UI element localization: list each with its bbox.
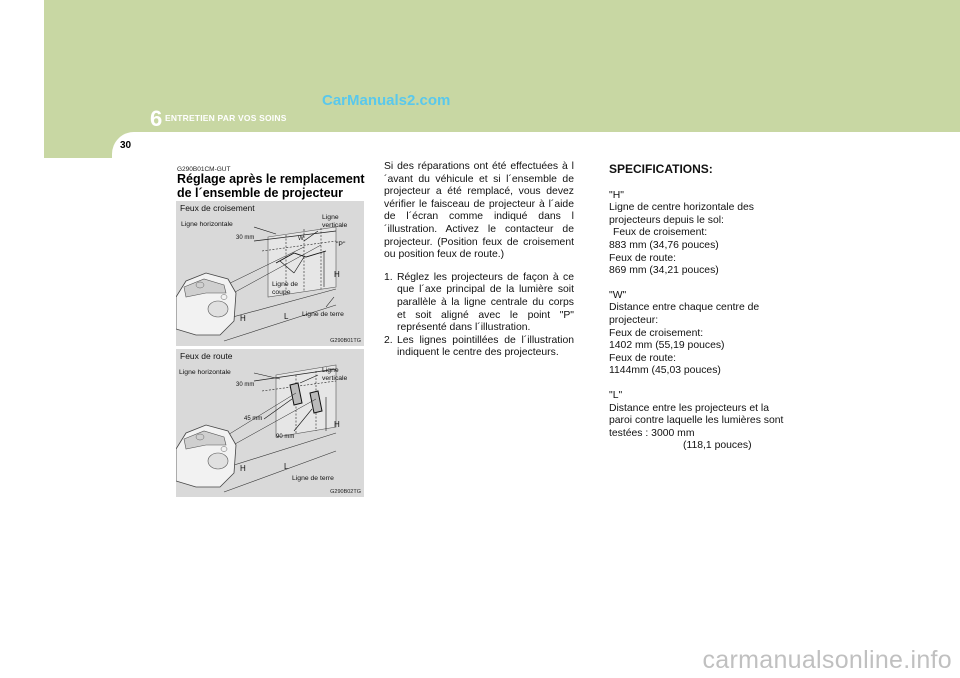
specifications-title: SPECIFICATIONS: bbox=[609, 162, 713, 176]
spec-w-key: "W" bbox=[609, 289, 627, 301]
low-beam-l-label: L bbox=[284, 312, 289, 321]
step-number: 1. bbox=[384, 271, 393, 283]
low-beam-figure bbox=[176, 201, 364, 346]
high-beam-title: Feux de route bbox=[180, 351, 233, 361]
instructions-intro: Si des réparations ont été effectuées à l´avant du véhicule et si l´ensemble de projecteur a été remplacé, vous devez vérifier le faisceau de projecteur à l´aide de l´écran comme indiqué dans l´illustration. Activez le contacteur de projecteur. (Position feux de croisement ou position feux de route.) bbox=[384, 161, 574, 261]
high-beam-h-left-label: H bbox=[240, 464, 246, 473]
instructions-column bbox=[384, 161, 574, 360]
low-beam-horizontal-label: Ligne horizontale bbox=[181, 221, 233, 228]
low-beam-30mm-label: 30 mm bbox=[236, 235, 255, 241]
watermark-top-link[interactable]: CarManuals2.com bbox=[322, 92, 451, 109]
section-title: Réglage après le remplacement de l´ensemble de projecteur bbox=[177, 172, 365, 200]
low-beam-h-right-label: H bbox=[334, 270, 340, 279]
spec-l-key: "L" bbox=[609, 389, 623, 401]
page-tab-cutout bbox=[112, 132, 960, 162]
spec-l-block bbox=[609, 390, 787, 453]
spec-h-low-value: 883 mm (34,76 pouces) bbox=[609, 239, 719, 251]
spec-w-high-label: Feux de route: bbox=[609, 352, 677, 364]
high-beam-figure-code: G290B02TG bbox=[330, 489, 361, 495]
spec-h-block bbox=[609, 190, 787, 278]
step-text: Réglez les projecteurs de façon à ce que l´axe principal de la lumière soit parallèle à la ligne centrale du corps et soit aligné avec le point "P" représenté dans l´illustration. bbox=[397, 271, 574, 334]
step-item bbox=[384, 272, 574, 335]
section-code: G290B01CM-GUT bbox=[177, 166, 231, 173]
spec-h-high-label: Feux de route: bbox=[609, 252, 677, 264]
spec-w-block bbox=[609, 290, 787, 378]
high-beam-vertical-label: Ligne verticale bbox=[322, 367, 348, 382]
high-beam-horizontal-label: Ligne horizontale bbox=[179, 369, 231, 376]
chapter-title: ENTRETIEN PAR VOS SOINS bbox=[165, 113, 287, 123]
high-beam-h-right-label: H bbox=[334, 420, 340, 429]
instructions-steps bbox=[384, 272, 574, 360]
low-beam-figure-code: G290B01TG bbox=[330, 338, 361, 344]
low-beam-p-label: "P" bbox=[336, 241, 346, 248]
low-beam-h-left-label: H bbox=[240, 314, 246, 323]
watermark-bottom-link[interactable]: carmanualsonline.info bbox=[702, 646, 952, 674]
high-beam-l-label: L bbox=[284, 462, 289, 471]
low-beam-ground-label: Ligne de terre bbox=[302, 311, 344, 318]
spec-l-value-2: (118,1 pouces) bbox=[683, 440, 752, 452]
high-beam-30mm-label: 30 mm bbox=[236, 382, 255, 388]
spec-w-high-value: 1144mm (45,03 pouces) bbox=[609, 365, 721, 377]
spec-h-desc: Ligne de centre horizontale des projecteurs depuis le sol: bbox=[609, 202, 754, 226]
step-number: 2. bbox=[384, 334, 393, 346]
spec-w-low-value: 1402 mm (55,19 pouces) bbox=[609, 340, 725, 352]
spec-h-high-value: 869 mm (34,21 pouces) bbox=[609, 265, 719, 277]
page-number: 30 bbox=[120, 140, 132, 151]
high-beam-45mm-label: 45 mm bbox=[244, 416, 263, 422]
high-beam-figure bbox=[176, 349, 364, 497]
low-beam-vertical-label: Ligne verticale bbox=[322, 214, 348, 229]
specifications-column bbox=[609, 161, 787, 465]
high-beam-ground-label: Ligne de terre bbox=[292, 475, 334, 482]
low-beam-title: Feux de croisement bbox=[180, 203, 255, 213]
spec-h-low-label: Feux de croisement: bbox=[613, 227, 708, 239]
chapter-number: 6 bbox=[150, 106, 163, 131]
spec-h-key: "H" bbox=[609, 189, 624, 201]
step-text: Les lignes pointillées de l´illustration indiquent le centre des projecteurs. bbox=[397, 334, 574, 359]
spec-w-low-label: Feux de croisement: bbox=[609, 327, 704, 339]
low-beam-w-label: W bbox=[298, 236, 304, 242]
low-beam-cut-label: Ligne de coupe bbox=[272, 281, 299, 296]
high-beam-90mm-label: 90 mm bbox=[276, 434, 295, 440]
spec-w-desc: Distance entre chaque centre de projecteur: bbox=[609, 302, 760, 326]
spec-l-desc: Distance entre les projecteurs et la paroi contre laquelle les lumières sont testées : 3000 mm bbox=[609, 402, 784, 439]
step-item bbox=[384, 335, 574, 360]
